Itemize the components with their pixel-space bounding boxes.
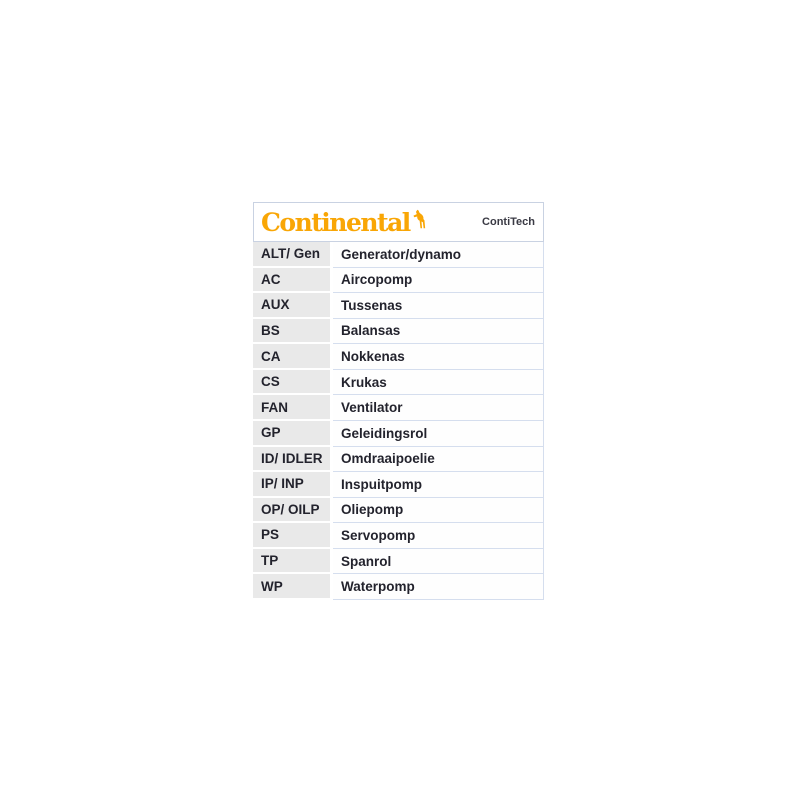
abbreviation-cell: ID/ IDLER xyxy=(253,447,330,473)
continental-logo-text: Continental xyxy=(261,207,410,237)
abbreviation-cell: TP xyxy=(253,549,330,575)
abbreviation-legend-card xyxy=(253,202,544,600)
contitech-label: ContiTech xyxy=(482,216,535,228)
description-cell: Nokkenas xyxy=(333,344,544,370)
abbreviation-cell: CA xyxy=(253,344,330,370)
table-row xyxy=(253,421,544,447)
abbreviation-cell: CS xyxy=(253,370,330,396)
abbreviation-cell: FAN xyxy=(253,395,330,421)
table-row xyxy=(253,523,544,549)
table-row xyxy=(253,574,544,600)
abbreviation-table xyxy=(253,242,544,600)
description-cell: Generator/dynamo xyxy=(333,242,544,268)
description-cell: Oliepomp xyxy=(333,498,544,524)
description-cell: Spanrol xyxy=(333,549,544,575)
continental-logo xyxy=(261,207,428,237)
description-cell: Servopomp xyxy=(333,523,544,549)
abbreviation-cell: AC xyxy=(253,268,330,294)
description-cell: Ventilator xyxy=(333,395,544,421)
rearing-horse-icon xyxy=(411,208,428,230)
table-row xyxy=(253,242,544,268)
table-row xyxy=(253,395,544,421)
abbreviation-cell: OP/ OILP xyxy=(253,498,330,524)
table-row xyxy=(253,370,544,396)
abbreviation-cell: ALT/ Gen xyxy=(253,242,330,268)
table-row xyxy=(253,447,544,473)
description-cell: Geleidingsrol xyxy=(333,421,544,447)
abbreviation-cell: AUX xyxy=(253,293,330,319)
brand-header xyxy=(253,202,544,242)
table-row xyxy=(253,498,544,524)
description-cell: Waterpomp xyxy=(333,574,544,600)
description-cell: Krukas xyxy=(333,370,544,396)
table-row xyxy=(253,319,544,345)
description-cell: Aircopomp xyxy=(333,268,544,294)
description-cell: Balansas xyxy=(333,319,544,345)
abbreviation-cell: IP/ INP xyxy=(253,472,330,498)
description-cell: Omdraaipoelie xyxy=(333,447,544,473)
table-row xyxy=(253,268,544,294)
description-cell: Tussenas xyxy=(333,293,544,319)
description-cell: Inspuitpomp xyxy=(333,472,544,498)
table-row xyxy=(253,472,544,498)
table-row xyxy=(253,293,544,319)
abbreviation-cell: GP xyxy=(253,421,330,447)
abbreviation-cell: WP xyxy=(253,574,330,600)
abbreviation-cell: PS xyxy=(253,523,330,549)
table-row xyxy=(253,344,544,370)
abbreviation-cell: BS xyxy=(253,319,330,345)
table-row xyxy=(253,549,544,575)
